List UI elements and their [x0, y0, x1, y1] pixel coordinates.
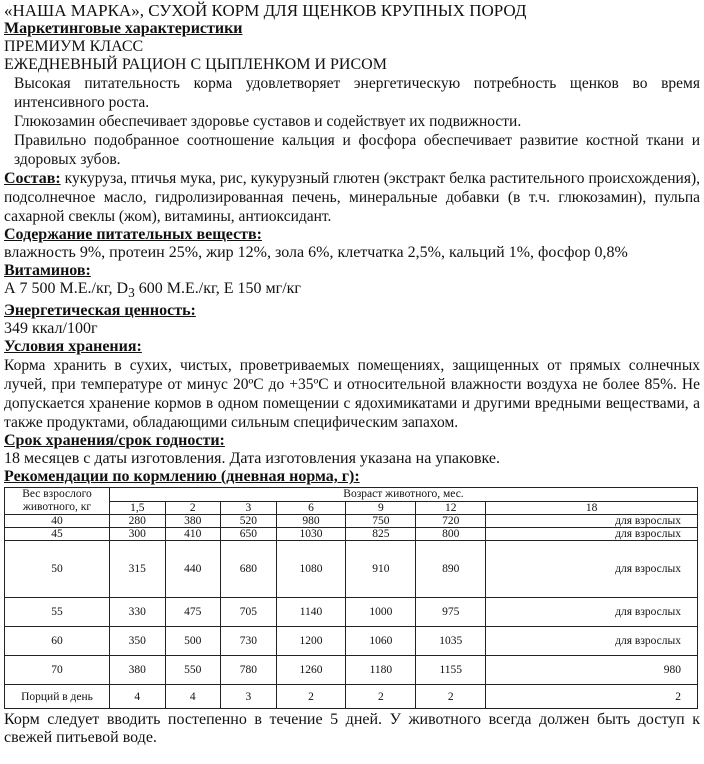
nutrients-text: влажность 9%, протеин 25%, жир 12%, зола 6%, клетчатка 2,5%, кальций 1%, фосфор 0,8% [4, 244, 628, 261]
table-row [5, 541, 698, 598]
weight-cell: Порций в день [5, 685, 110, 709]
portion-cell: 890 [416, 541, 486, 598]
portion-cell: 1060 [346, 627, 416, 656]
table-row [5, 627, 698, 656]
portion-cell: 1155 [416, 656, 486, 685]
portion-cell: 3 [221, 685, 277, 709]
portion-cell: для взрослых [486, 541, 698, 598]
table-row [5, 515, 698, 528]
row-header: Вес взрослого животного, кг [5, 488, 110, 515]
portion-cell: 500 [165, 627, 221, 656]
composition-text: кукуруза, птичья мука, рис, кукурузный глютен (экстракт белка растительного происхождения), подсолнечное масло, гидролизированная печень, минеральные добавки (в т.ч. глюкозамин), пульпа сахарной свеклы (жом), витамины, антиоксидант. [4, 170, 700, 225]
portion-cell: 440 [165, 541, 221, 598]
weight-cell: 70 [5, 656, 110, 685]
weight-cell: 55 [5, 598, 110, 627]
portion-cell: 4 [165, 685, 221, 709]
portion-cell: 1200 [276, 627, 346, 656]
portion-cell: 4 [110, 685, 166, 709]
table-row [5, 656, 698, 685]
portion-cell: 315 [110, 541, 166, 598]
portion-cell: 730 [221, 627, 277, 656]
portion-cell: 980 [276, 515, 346, 528]
marketing-point: Глюкозамин обеспечивает здоровье суставов и содействует их подвижности. [14, 113, 522, 130]
vitamin-a: А 7 500 М.Е./кг, D [4, 280, 129, 297]
portion-cell: 705 [221, 598, 277, 627]
portion-cell: 1140 [276, 598, 346, 627]
portion-cell: для взрослых [486, 627, 698, 656]
age-column-header: 12 [416, 501, 486, 515]
portion-cell: 475 [165, 598, 221, 627]
portion-cell: для взрослых [486, 598, 698, 627]
portion-cell: 2 [486, 685, 698, 709]
marketing-point: Высокая питательность корма удовлетворяет энергетическую потребность щенков во время интенсивного роста. [14, 75, 700, 111]
weight-cell: 40 [5, 515, 110, 528]
weight-cell: 45 [5, 528, 110, 541]
portion-cell: 720 [416, 515, 486, 528]
portion-cell: 350 [110, 627, 166, 656]
portion-cell: 650 [221, 528, 277, 541]
marketing-point: Правильно подобранное соотношение кальция и фосфора обеспечивает развитие костной ткани и здоровых зубов. [14, 132, 700, 168]
table-row [5, 528, 698, 541]
energy-text: 349 ккал/100г [4, 320, 98, 338]
portion-cell: 910 [346, 541, 416, 598]
feeding-table [4, 487, 698, 709]
portion-cell: 800 [416, 528, 486, 541]
portion-cell: 1260 [276, 656, 346, 685]
nutrients-heading: Содержание питательных веществ: [4, 226, 262, 243]
portion-cell: 975 [416, 598, 486, 627]
footer-note: Корм следует вводить постепенно в течение 5 дней. У животного всегда должен быть доступ к свежей питьевой воде. [4, 711, 700, 747]
portion-cell: 780 [221, 656, 277, 685]
shelf-life-text: 18 месяцев с даты изготовления. Дата изготовления указана на упаковке. [4, 450, 500, 468]
weight-cell: 60 [5, 627, 110, 656]
portion-cell: 550 [165, 656, 221, 685]
age-column-header: 9 [346, 501, 416, 515]
age-column-header: 2 [165, 501, 221, 515]
age-column-header: 18 [486, 501, 698, 515]
energy-heading: Энергетическая ценность: [4, 302, 196, 320]
product-title: «НАША МАРКА», СУХОЙ КОРМ ДЛЯ ЩЕНКОВ КРУПНЫХ ПОРОД [4, 1, 527, 20]
portion-cell: 380 [110, 656, 166, 685]
composition-block [4, 169, 700, 226]
premium-class: ПРЕМИУМ КЛАСС [4, 38, 144, 55]
portion-cell: 825 [346, 528, 416, 541]
portion-cell: 2 [346, 685, 416, 709]
vitamins-text [4, 280, 700, 302]
daily-ration: ЕЖЕДНЕВНЫЙ РАЦИОН С ЦЫПЛЕНКОМ И РИСОМ [4, 56, 387, 73]
portion-cell: для взрослых [486, 528, 698, 541]
age-header: Возраст животного, мес. [110, 488, 698, 502]
portion-cell: 330 [110, 598, 166, 627]
marketing-heading: Маркетинговые характеристики [4, 20, 243, 37]
feeding-heading: Рекомендации по кормлению (дневная норма, г): [4, 468, 360, 486]
portion-cell: 680 [221, 541, 277, 598]
portion-cell: 520 [221, 515, 277, 528]
table-row [5, 685, 698, 709]
portion-cell: 1030 [276, 528, 346, 541]
portion-cell: 1000 [346, 598, 416, 627]
table-row [5, 598, 698, 627]
portion-cell: 410 [165, 528, 221, 541]
shelf-life-heading: Срок хранения/срок годности: [4, 432, 225, 450]
age-column-header: 6 [276, 501, 346, 515]
portion-cell: 2 [276, 685, 346, 709]
portion-cell: 2 [416, 685, 486, 709]
composition-heading: Состав: [4, 170, 61, 187]
portion-cell: 1035 [416, 627, 486, 656]
portion-cell: 1180 [346, 656, 416, 685]
portion-cell: 980 [486, 656, 698, 685]
portion-cell: 750 [346, 515, 416, 528]
age-column-header: 3 [221, 501, 277, 515]
vitamin-rest: 600 М.Е./кг, Е 150 мг/кг [134, 280, 301, 297]
portion-cell: 380 [165, 515, 221, 528]
portion-cell: 1080 [276, 541, 346, 598]
vitamin-d-subscript: 3 [128, 285, 135, 301]
weight-cell: 50 [5, 541, 110, 598]
portion-cell: 280 [110, 515, 166, 528]
storage-heading: Условия хранения: [4, 338, 142, 356]
vitamins-heading: Витаминов: [4, 262, 91, 279]
age-column-header: 1,5 [110, 501, 166, 515]
storage-text: Корма хранить в сухих, чистых, проветриваемых помещениях, защищенных от прямых солнечных лучей, при температуре от минус 20ºС до +35ºС и относительной влажности воздуха не более 85%. Не допускается хранение кормов в одном помещении с ядохимикатами и другими вредными веществами, а также продуктами, обладающими сильным специфическим запахом. [4, 357, 700, 432]
portion-cell: 300 [110, 528, 166, 541]
portion-cell: для взрослых [486, 515, 698, 528]
